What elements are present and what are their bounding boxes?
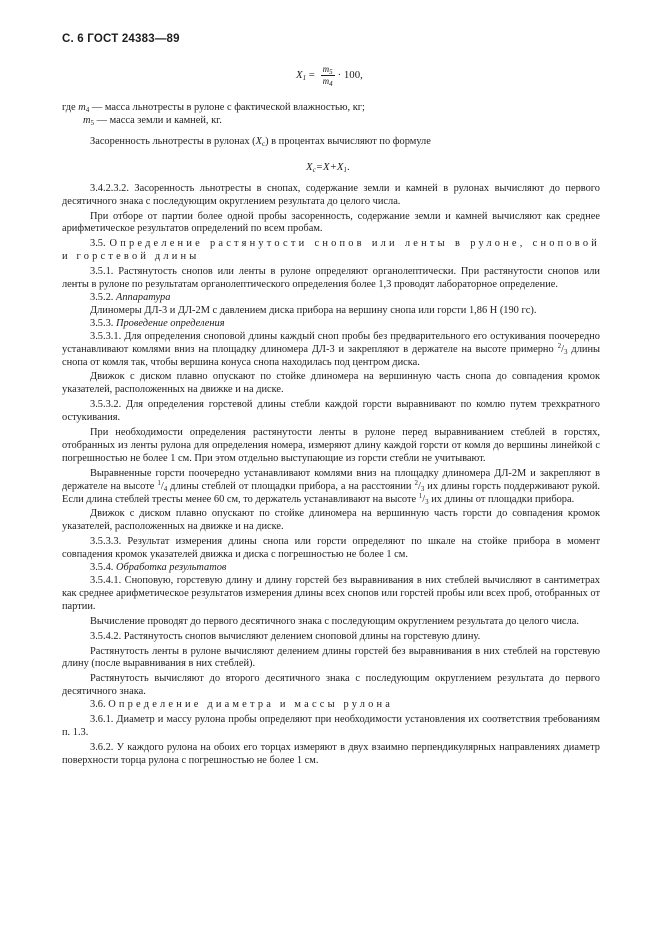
paragraph-3-5-1: 3.5.1. Растянутость снопов или ленты в рулоне определяют органолептически. При растянутости снопов или ленты в рулоне по результатам органолептического определения более 1,3 проводят лабораторное определение.: [62, 266, 600, 291]
paragraph-3-5-4-1-b: Вычисление проводят до первого десятичного знака с последующим округлением результата до целого числа.: [90, 615, 580, 627]
paragraph-3-4-2-3-2: 3.4.2.3.2. Засоренность льнотресты в снопах, содержание земли и камней в рулонах вычисляют до первого десятичного знака с последующим округлением результата до целого числа.: [62, 182, 600, 207]
heading-3-5: 3.5. Определение растянутости снопов или ленты в рулоне, сноповой и горстевой длины: [62, 238, 600, 263]
paragraph-3-5-4-1: 3.5.4.1. Сноповую, горстевую длину и длину горстей без выравнивания в них стеблей вычисляют в сантиметрах как среднее арифметическое результатов измерения длины всех снопов или горстей пробы или всех проб, отобранных от партии.: [62, 575, 600, 612]
formula-xc: $X_с=X+X_1$.: [306, 161, 350, 174]
where-line-m5: $m_5$ — масса земли и камней, кг.: [83, 114, 222, 127]
paragraph-3-4-2-3-2-b: При отборе от партии более одной пробы засоренность, содержание земли и камней вычисляют как среднее арифметическое результатов определений по всем пробам.: [62, 210, 600, 235]
intro-formula-xc: Засоренность льнотресты в рулонах $(X_с)$ в процентах вычисляют по формуле: [90, 135, 431, 148]
paragraph-3-5-3-1-b: Движок с диском плавно опускают по стойке длиномера на вершинную часть снопа до совпадения кромок указателей, расположенных на движке и на диске.: [62, 371, 600, 396]
heading-3-5-3: 3.5.3. Проведение определения: [90, 317, 225, 329]
heading-3-5-2: 3.5.2. Аппаратура: [90, 291, 171, 303]
formula-x1: $X_1$ = $\frac{m_5}{m_4}$ · 100,: [296, 64, 363, 88]
paragraph-3-5-4-2-c: Растянутость вычисляют до второго десятичного знака с последующим округлением результата до первого десятичного знака.: [62, 673, 600, 698]
paragraph-3-5-3-2: 3.5.3.2. Для определения горстевой длины стебли каждой горсти выравнивают по комлю путем трехкратного остукивания.: [62, 399, 600, 424]
paragraph-3-5-3-2-b: При необходимости определения растянутости ленты в рулоне перед выравниванием стеблей в горстях, отобранных из ленты рулона для определения номера, измеряют длину каждой горсти от комля до вершины линейкой с погрешностью не более 1 см. При этом отдельно выступающие из горсти стебли не учитывают.: [62, 427, 600, 464]
paragraph-3-5-3-2-d: Движок с диском плавно опускают по стойке длиномера на вершинную часть горсти до совпадения кромок указателей, расположенных на движке и на диске.: [62, 508, 600, 533]
where-line-m4: где $m_4$ — масса льнотресты в рулоне с фактической влажностью, кг;: [62, 102, 365, 114]
document-body: [62, 102, 600, 768]
heading-3-6: 3.6. Определение диаметра и массы рулона: [90, 699, 394, 711]
paragraph-3-6-2: 3.6.2. У каждого рулона на обоих его торцах измеряют в двух взаимно перпендикулярных направлениях диаметр поверхности торца рулона с погрешностью не более 1 см.: [62, 741, 600, 766]
paragraph-3-5-2: Длиномеры ДЛ-3 и ДЛ-2М с давлением диска прибора на вершину снопа или горсти 1,86 Н (190 гс).: [90, 304, 537, 316]
paragraph-3-5-3-1: 3.5.3.1. Для определения сноповой длины каждый сноп пробы без предварительного его остукивания поочередно устанавливают комлями вниз на площадку длиномера ДЛ-3 и закрепляют в держателе на высоте примерно $^2/_3$ длины снопа от комля так, чтобы вершина конуса снопа находилась под центром диска.: [62, 330, 600, 368]
paragraph-3-5-4-2-b: Растянутость ленты в рулоне вычисляют делением длины горстей без выравнивания в них стеблей на горстевую длину (после выравнивания в них стеблей).: [62, 645, 600, 670]
paragraph-3-6-1: 3.6.1. Диаметр и массу рулона пробы определяют при необходимости установления их соответствия требованиям п. 1.3.: [62, 714, 600, 738]
heading-3-5-4: 3.5.4. Обработка результатов: [90, 562, 227, 574]
page-header: С. 6 ГОСТ 24383—89: [62, 33, 180, 45]
paragraph-3-5-3-2-c: Выравненные горсти поочередно устанавливают комлями вниз на площадку длиномера ДЛ-2М и закрепляют в держателе на высоте $^1/_4$ длины стеблей от площадки прибора, а на расстоянии $^2/_3$ их длины горсть поддерживают рукой. Если длина стеблей тресты менее 60 см, то держатель устанавливают на высоте $^1/_3$ их длины от площадки прибора.: [62, 467, 600, 506]
paragraph-3-5-3-3: 3.5.3.3. Результат измерения длины снопа или горсти определяют по шкале на стойке прибора в момент совпадения кромок указателей движка и диска с погрешностью не более 1 см.: [62, 536, 600, 561]
formula-x1-fraction: $\frac{m_5}{m_4}$: [322, 64, 333, 88]
paragraph-3-5-4-2: 3.5.4.2. Растянутость снопов вычисляют делением сноповой длины на горстевую длину.: [90, 630, 481, 642]
formula-x1-lhs: X: [296, 68, 303, 81]
